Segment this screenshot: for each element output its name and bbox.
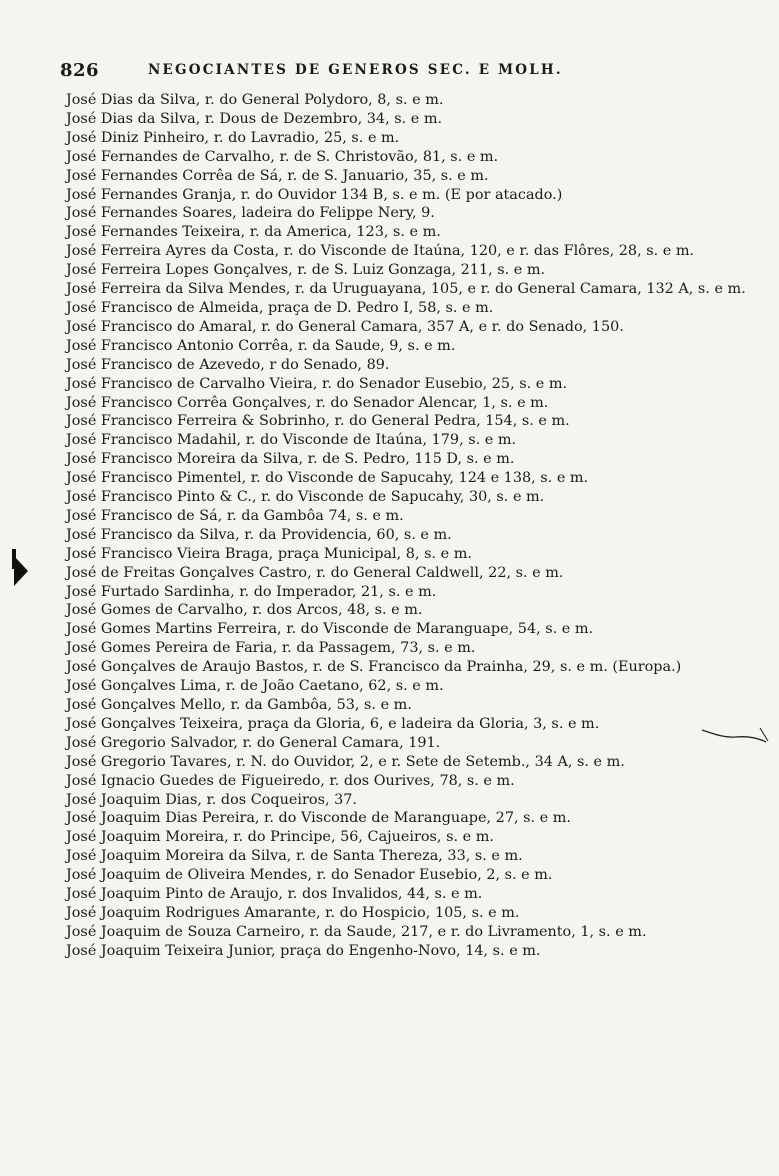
list-item: José Francisco de Carvalho Vieira, r. do Senador Eusebio, 25, s. e m. — [66, 375, 568, 392]
list-item: José Dias da Silva, r. do General Polydoro, 8, s. e m. — [66, 92, 444, 108]
page-header — [60, 60, 750, 86]
list-item: José Fernandes Soares, ladeira do Felippe Nery, 9. — [66, 205, 435, 222]
list-item: José Gomes Pereira de Faria, r. da Passagem, 73, s. e m. — [66, 640, 476, 657]
list-item: José Gonçalves de Araujo Bastos, r. de S. Francisco da Prainha, 29, s. e m. (Europa.) — [66, 659, 682, 676]
list-item: José Gregorio Salvador, r. do General Camara, 191. — [66, 734, 441, 751]
list-item: José Furtado Sardinha, r. do Imperador, 21, s. e m. — [66, 583, 437, 600]
list-item: José Gomes de Carvalho, r. dos Arcos, 48, s. e m. — [66, 602, 423, 619]
list-item: José Fernandes Granja, r. do Ouvidor 134 B, s. e m. (E por atacado.) — [66, 186, 563, 203]
list-item: José Francisco Vieira Braga, praça Municipal, 8, s. e m. — [66, 545, 472, 562]
list-item: José Francisco de Almeida, praça de D. Pedro I, 58, s. e m. — [66, 299, 494, 316]
list-item: José Gomes Martins Ferreira, r. do Visconde de Maranguape, 54, s. e m. — [66, 621, 594, 638]
list-item: José Dias da Silva, r. Dous de Dezembro, 34, s. e m. — [66, 110, 443, 127]
list-item: José Joaquim de Oliveira Mendes, r. do Senador Eusebio, 2, s. e m. — [66, 867, 553, 884]
list-item: José Gonçalves Mello, r. da Gambôa, 53, s. e m. — [66, 697, 412, 713]
list-item: José Gregorio Tavares, r. N. do Ouvidor, 2, e r. Sete de Setemb., 34 A, s. e m. — [66, 753, 625, 770]
merchant-list — [66, 91, 754, 961]
list-item: José Fernandes Teixeira, r. da America, 123, s. e m. — [66, 224, 441, 241]
list-item: José Fernandes de Carvalho, r. de S. Christovão, 81, s. e m. — [66, 148, 499, 165]
list-item: José Joaquim Dias Pereira, r. do Visconde de Maranguape, 27, s. e m. — [66, 810, 571, 827]
list-item: José Diniz Pinheiro, r. do Lavradio, 25, s. e m. — [66, 129, 400, 146]
list-item: José Joaquim Dias, r. dos Coqueiros, 37. — [66, 791, 357, 808]
list-item: José Francisco do Amaral, r. do General Camara, 357 A, e r. do Senado, 150. — [66, 318, 624, 335]
list-item: José Gonçalves Lima, r. de João Caetano, 62, s. e m. — [66, 678, 444, 695]
list-item: José Ferreira Ayres da Costa, r. do Visconde de Itaúna, 120, e r. das Flôres, 28, s. e m. — [66, 243, 695, 260]
margin-pointer-mark — [14, 556, 28, 586]
list-item: José Ignacio Guedes de Figueiredo, r. dos Ourives, 78, s. e m. — [66, 772, 515, 789]
list-item: José Francisco Pimentel, r. do Visconde de Sapucahy, 124 e 138, s. e m. — [66, 470, 589, 487]
list-item: José Joaquim de Souza Carneiro, r. da Saude, 217, e r. do Livramento, 1, s. e m. — [66, 923, 647, 940]
list-item: José Joaquim Pinto de Araujo, r. dos Invalidos, 44, s. e m. — [66, 886, 483, 903]
list-item: José Francisco Antonio Corrêa, r. da Saude, 9, s. e m. — [66, 337, 456, 354]
list-item: José Francisco da Silva, r. da Providencia, 60, s. e m. — [66, 526, 452, 543]
list-item: José Joaquim Moreira, r. do Principe, 56, Cajueiros, s. e m. — [66, 829, 494, 846]
list-item: José Gonçalves Teixeira, praça da Gloria, 6, e ladeira da Gloria, 3, s. e m. — [66, 715, 600, 732]
list-item: José Francisco Moreira da Silva, r. de S. Pedro, 115 D, s. e m. — [66, 451, 515, 468]
list-item: José Joaquim Rodrigues Amarante, r. do Hospicio, 105, s. e m. — [66, 904, 520, 921]
list-item: José Francisco Madahil, r. do Visconde de Itaúna, 179, s. e m. — [66, 432, 517, 449]
list-item: José Ferreira da Silva Mendes, r. da Uruguayana, 105, e r. do General Camara, 132 A, s. e m. — [66, 281, 746, 298]
list-item: José Ferreira Lopes Gonçalves, r. de S. Luiz Gonzaga, 211, s. e m. — [66, 262, 546, 279]
list-item: José de Freitas Gonçalves Castro, r. do General Caldwell, 22, s. e m. — [66, 564, 564, 581]
list-item: José Francisco Pinto & C., r. do Visconde de Sapucahy, 30, s. e m. — [66, 489, 545, 506]
list-item: José Francisco de Azevedo, r do Senado, 89. — [66, 356, 390, 373]
list-item: José Joaquim Moreira da Silva, r. de Santa Thereza, 33, s. e m. — [66, 848, 523, 865]
list-item: José Joaquim Teixeira Junior, praça do Engenho-Novo, 14, s. e m. — [66, 942, 541, 959]
page-number: 826 — [60, 60, 100, 81]
list-item: José Francisco de Sá, r. da Gambôa 74, s. e m. — [66, 507, 404, 524]
list-item: José Francisco Ferreira & Sobrinho, r. do General Pedra, 154, s. e m. — [66, 413, 570, 430]
running-head: NEGOCIANTES DE GENEROS SEC. E MOLH. — [148, 62, 563, 78]
list-item: José Francisco Corrêa Gonçalves, r. do Senador Alencar, 1, s. e m. — [66, 394, 549, 411]
list-item: José Fernandes Corrêa de Sá, r. de S. Januario, 35, s. e m. — [66, 167, 489, 184]
